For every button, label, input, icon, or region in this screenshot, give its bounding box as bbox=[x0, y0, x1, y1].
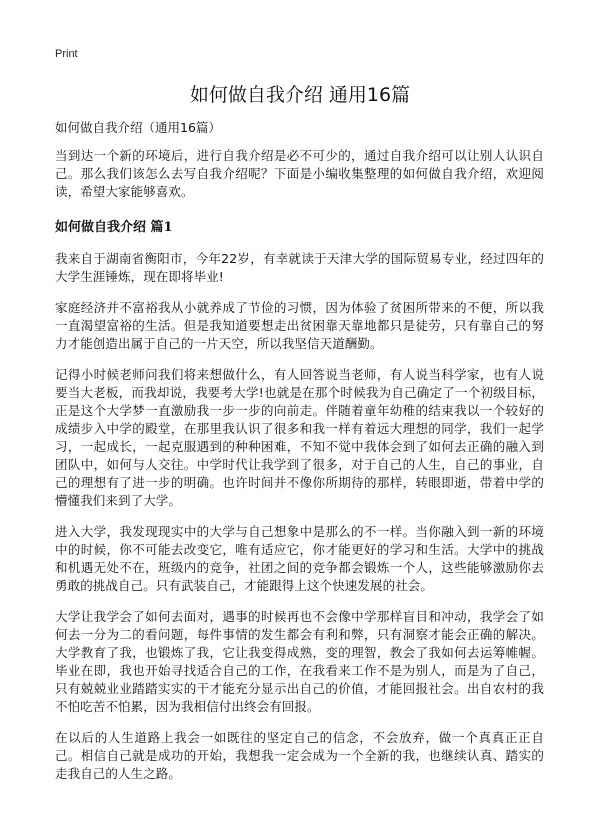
section-heading: 如何做自我介绍 篇1 bbox=[55, 220, 173, 235]
body-paragraph-3: 记得小时候老师问我们将来想做什么，有人回答说当老师，有人说当科学家，也有人说要当大老板，而我却说，我要考大学!也就是在那个时候我为自己确定了一个初级目标，正是这个大学梦一直激励我一步一步的向前走。伴随着童年幼稚的结束我以一个较好的成绩步入中学的殿堂，在那里我认识了很多和我一样有着远大理想的同学，我们一起学习，一起成长，一起克服遇到的种种困难，不知不觉中我体会到了如何去正确的融入到团队中，如何与人交往。中学时代让我学到了很多，对于自己的人生，自己的事业，自己的理想有了进一步的明确。也许时间并不像你所期待的那样，转眼即逝，带着中学的懵懂我们来到了大学。 bbox=[55, 367, 544, 508]
body-paragraph-5: 大学让我学会了如何去面对，遇事的时候再也不会像中学那样盲目和冲动，我学会了如何去一分为二的看问题，每件事情的发生都会有利和弊，只有洞察才能会正确的解决。大学教育了我，也锻炼了我，它让我变得成熟，变的理智，教会了我如何去运筹帷幄。毕业在即，我也开始寻找适合自己的工作，在我看来工作不是为别人，而是为了自己，只有兢兢业业踏踏实实的干才能充分显示出自己的价值，才能回报社会。出自农村的我不怕吃苦不怕累，因为我相信付出终会有回报。 bbox=[55, 609, 544, 714]
document-body bbox=[55, 119, 544, 796]
print-link[interactable]: Print bbox=[55, 48, 78, 60]
body-paragraph-4: 进入大学，我发现现实中的大学与自己想象中是那么的不一样。当你融入到一新的环境中的时候，你不可能去改变它，唯有适应它，你才能更好的学习和生活。大学中的挑战和机遇无处不在，班级内的竞争，社团之间的竞争都会锻炼一个人，这些能够激励你去勇敢的挑战自己。只有武装自己，才能跟得上这个快速发展的社会。 bbox=[55, 524, 544, 593]
document-subtitle: 如何做自我介绍（通用16篇） bbox=[55, 120, 221, 135]
intro-paragraph: 当到达一个新的环境后，进行自我介绍是必不可少的，通过自我介绍可以让别人认识自己。那么我们该怎么去写自我介绍呢？下面是小编收集整理的如何做自我介绍，欢迎阅读，希望大家能够喜欢。 bbox=[55, 148, 544, 199]
document-title: 如何做自我介绍 通用16篇 bbox=[189, 84, 411, 106]
body-paragraph-1: 我来自于湖南省衡阳市，今年22岁，有幸就读于天津大学的国际贸易专业，经过四年的大学生涯锤炼，现在即将毕业! bbox=[55, 251, 544, 284]
body-paragraph-2: 家庭经济并不富裕我从小就养成了节俭的习惯，因为体验了贫困所带来的不便，所以我一直渴望富裕的生活。但是我知道要想走出贫困靠天靠地都只是徒劳，只有靠自己的努力才能创造出属于自己的一片天空，所以我坚信天道酬勤。 bbox=[55, 300, 544, 351]
body-paragraph-6: 在以后的人生道路上我会一如既往的坚定自己的信念，不会放弃，做一个真真正正自己。相信自己就是成功的开始，我想我一定会成为一个全新的我，也继续认真、踏实的走我自己的人生之路。 bbox=[55, 730, 544, 781]
